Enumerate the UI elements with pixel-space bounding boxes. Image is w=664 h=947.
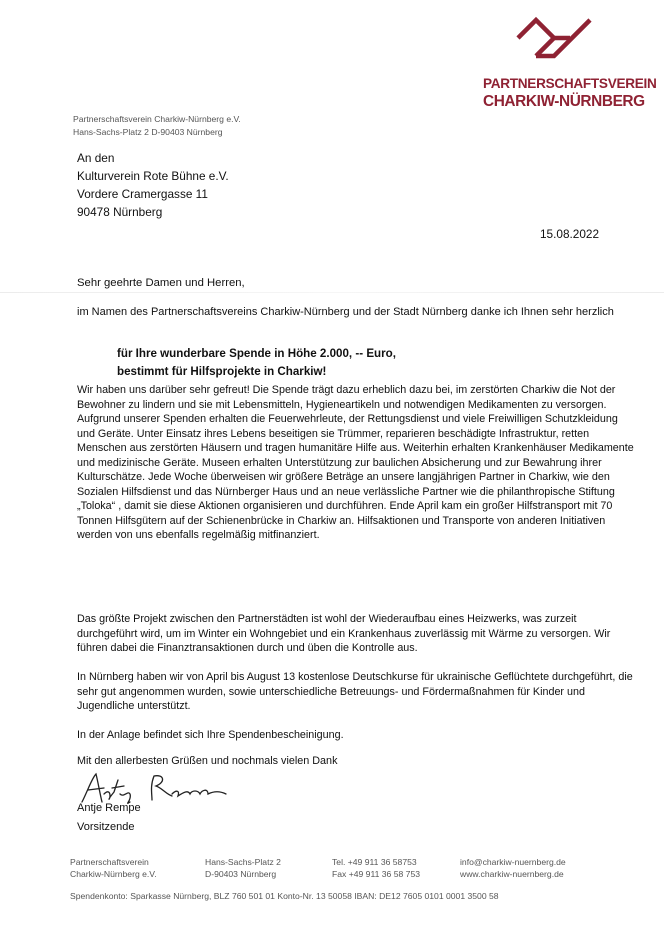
footer-line: Tel. +49 911 36 58753 — [332, 857, 417, 867]
footer-line: D-90403 Nürnberg — [205, 869, 277, 879]
intro-paragraph: im Namen des Partnerschaftsvereins Charkiw-Nürnberg und der Stadt Nürnberg danke ich Ihnen sehr herzlich — [77, 306, 614, 318]
body-paragraph: Das größte Projekt zwischen den Partnerstädten ist wohl der Wiederaufbau eines Heizwerks, was zurzeit durchgeführt wird, um im Winter ein Wohngebiet und ein Krankenhaus zuverlässig mit Wärme zu versorgen. Wir führen dabei die Finanztransaktionen durch und üben die Kontrolle aus. — [77, 613, 611, 655]
sender-address — [73, 113, 241, 139]
footer-website: www.charkiw-nuernberg.de — [460, 869, 564, 879]
recipient-line: An den — [77, 151, 115, 165]
body-paragraph: Wir haben uns darüber sehr gefreut! Die Spende trägt dazu erheblich dazu bei, im zerstörten Charkiw die Not der Bewohner zu lindern und sie mit Lebensmitteln, Hygieneartikeln und notwendigen Medikamenten zu versorgen. Aufgrund unserer Spenden erhalten die Feuerwehrleute, der Rettungsdienst und viele Freiwilligen Schutzkleidung und Geräte. Unter Einsatz ihres Lebens beseitigen sie Trümmer, reparieren beschädigte Infrastruktur, retten Menschen aus zerstörten Häusern und tragen humanitäre Hilfe aus. Weiterhin erhalten Krankenhäuser Medikamente und medizinische Geräte. Museen erhalten Unterstützung zur baulichen Absicherung und zur Bewahrung ihrer Kulturschätze. Jede Woche überweisen wir größere Beträge an unsere langjährigen Partner in Charkiw, wie den Sozialen Hilfsdienst und das Nürnberger Haus und an neue verlässliche Partner wie die philanthropische Stiftung „Toloka“ , damit sie diese Aktionen organisieren und durchführen. Ende April kam ein großer Hilfstransport mit 70 Tonnen Hilfsgütern auf der Schienenbrücke in Charkiw an. Hilfsaktionen und Transporte von anderen Initiativen werden von uns ebenfalls regelmäßig mitfinanziert. — [77, 384, 634, 542]
recipient-line: Vordere Cramergasse 11 — [77, 187, 208, 201]
footer-org — [70, 856, 157, 880]
highlight-line: bestimmt für Hilfsprojekte in Charkiw! — [117, 365, 327, 378]
signer-role: Vorsitzende — [77, 821, 135, 833]
donation-highlight — [117, 345, 396, 381]
footer-line: Hans-Sachs-Platz 2 — [205, 857, 281, 867]
interlocking-squares-logo — [508, 8, 600, 62]
footer-contact — [460, 856, 566, 880]
recipient-line: Kulturverein Rote Bühne e.V. — [77, 169, 229, 183]
body-paragraph: In der Anlage befindet sich Ihre Spendenbescheinigung. — [77, 729, 344, 741]
signer-name: Antje Rempe — [77, 802, 141, 814]
bank-details: Spendenkonto: Sparkasse Nürnberg, BLZ 760 501 01 Konto-Nr. 13 50058 IBAN: DE12 7605 0101 0001 3500 58 — [70, 891, 499, 901]
highlight-line: für Ihre wunderbare Spende in Höhe 2.000, -- Euro, — [117, 347, 396, 360]
salutation: Sehr geehrte Damen und Herren, — [77, 277, 245, 289]
body-paragraph: In Nürnberg haben wir von April bis August 13 kostenlose Deutschkurse für ukrainische Geflüchtete durchgeführt, die sehr gut angenommen wurden, sowie unterschiedliche Betreuungs- und Fördermaßnahmen für Kinder und Jugendliche unterstützt. — [77, 671, 633, 713]
footer-phone — [332, 856, 420, 880]
org-name-line2: CHARKIW-NÜRNBERG — [483, 93, 645, 110]
closing-line: Mit den allerbesten Grüßen und nochmals vielen Dank — [77, 755, 338, 767]
footer-address — [205, 856, 281, 880]
footer-line: Charkiw-Nürnberg e.V. — [70, 869, 157, 879]
letter-date: 15.08.2022 — [540, 227, 600, 241]
footer-email: info@charkiw-nuernberg.de — [460, 857, 566, 867]
footer-line: Partnerschaftsverein — [70, 857, 149, 867]
org-name-line1: PARTNERSCHAFTSVEREIN — [483, 76, 657, 91]
paper-fold-line — [0, 292, 664, 293]
recipient-address — [77, 149, 229, 221]
sender-line: Hans-Sachs-Platz 2 D-90403 Nürnberg — [73, 127, 223, 137]
sender-line: Partnerschaftsverein Charkiw-Nürnberg e.V. — [73, 114, 241, 124]
recipient-line: 90478 Nürnberg — [77, 205, 163, 219]
handwritten-signature — [80, 772, 230, 806]
footer-line: Fax +49 911 36 58 753 — [332, 869, 420, 879]
